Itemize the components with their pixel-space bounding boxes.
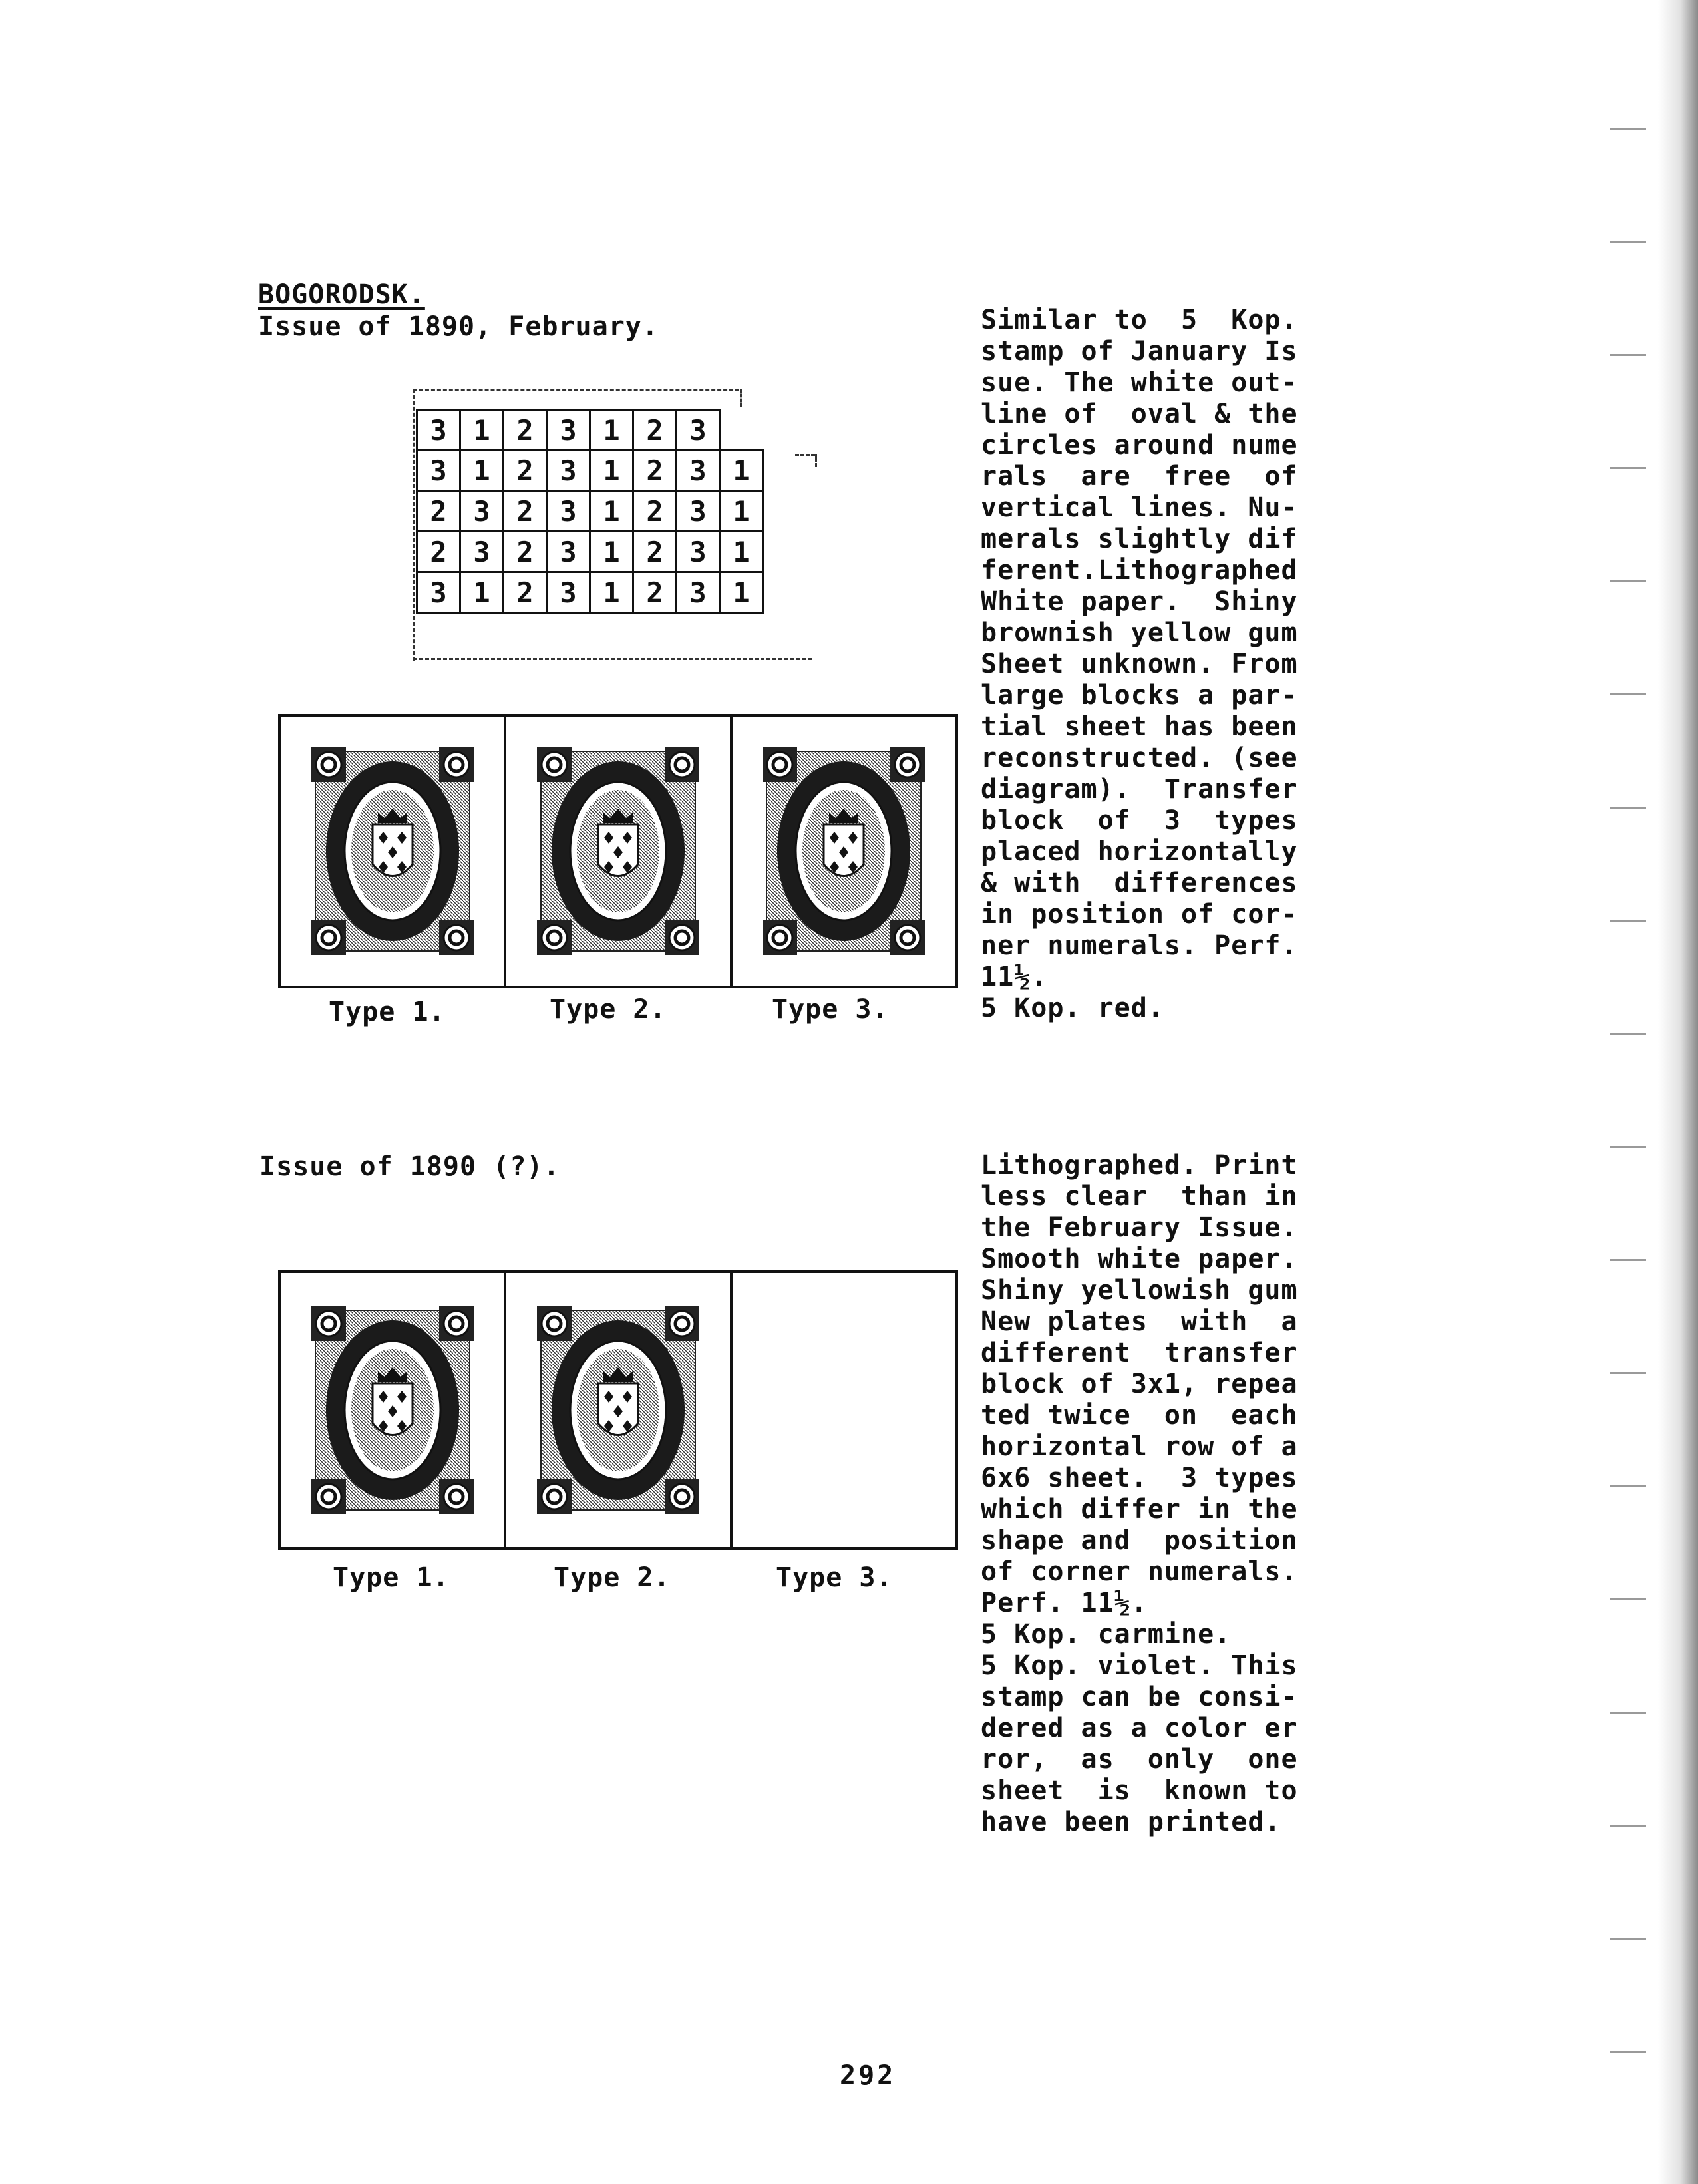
- grid-cell: 2: [632, 530, 677, 573]
- grid-cell: 3: [459, 490, 504, 532]
- grid-cell: 2: [502, 449, 548, 492]
- caption-type3: Type 3.: [776, 1562, 893, 1593]
- page-number: 292: [840, 2060, 896, 2091]
- stamp-cell-type2: [506, 717, 732, 986]
- page-edge-shadow: [1658, 0, 1698, 2184]
- description-line: sue. The white out-: [981, 367, 1298, 398]
- description-line: Shiny yellowish gum: [981, 1275, 1298, 1306]
- grid-cell: 1: [459, 571, 504, 614]
- caption-type3: Type 3.: [772, 994, 889, 1025]
- stamp-image: [529, 738, 707, 964]
- grid-row: [416, 409, 719, 451]
- margin-tick: [1610, 1825, 1646, 1827]
- grid-cell: 3: [675, 449, 721, 492]
- description-line: 6x6 sheet. 3 types: [981, 1463, 1298, 1493]
- caption-type1: Type 1.: [333, 1562, 450, 1593]
- grid-cell: 3: [416, 409, 461, 451]
- margin-tick: [1610, 920, 1646, 922]
- grid-cell: 3: [546, 571, 591, 614]
- description-line: block of 3 types: [981, 805, 1298, 836]
- description-line: stamp of January Is: [981, 336, 1298, 367]
- description-line: & with differences: [981, 868, 1298, 898]
- margin-tick: [1610, 1938, 1646, 1940]
- grid-cell: 2: [502, 571, 548, 614]
- description-line: large blocks a par-: [981, 680, 1298, 711]
- description-line: which differ in the: [981, 1494, 1298, 1525]
- description-line: the February Issue.: [981, 1212, 1298, 1243]
- grid-cell: 3: [546, 409, 591, 451]
- grid-cell: 2: [502, 409, 548, 451]
- grid-cell: 3: [546, 490, 591, 532]
- grid-row: [416, 530, 762, 573]
- grid-cell: 1: [719, 490, 764, 532]
- grid-cell: 1: [719, 571, 764, 614]
- caption-type2: Type 2.: [554, 1562, 671, 1593]
- stamp-cell-type1: [281, 1273, 506, 1547]
- grid-cell: 3: [675, 530, 721, 573]
- grid-cell: 1: [589, 571, 634, 614]
- grid-cell: 3: [546, 449, 591, 492]
- grid-cell: 1: [589, 490, 634, 532]
- section2-title: Issue of 1890 (?).: [259, 1151, 560, 1182]
- stamp-image: [755, 738, 933, 964]
- margin-tick: [1610, 807, 1646, 809]
- stamp-illustration: [303, 1297, 482, 1523]
- diagram-right-border: [815, 454, 817, 467]
- margin-tick: [1610, 1033, 1646, 1035]
- stamp-strip-1: [278, 714, 958, 988]
- description-line: 5 Kop. violet. This: [981, 1650, 1298, 1681]
- stamp-illustration: [529, 1297, 707, 1523]
- description-line: ted twice on each: [981, 1400, 1298, 1431]
- description-line: sheet is known to: [981, 1775, 1298, 1806]
- description-line: brownish yellow gum: [981, 618, 1298, 648]
- caption-type2: Type 2.: [550, 994, 667, 1025]
- grid-cell: 2: [502, 490, 548, 532]
- margin-tick: [1610, 1372, 1646, 1374]
- description-line: Similar to 5 Kop.: [981, 305, 1298, 335]
- diagram-right-border-top: [740, 389, 742, 407]
- grid-row: [416, 490, 762, 532]
- stamp-cell-type3: [733, 717, 955, 986]
- margin-tick: [1610, 467, 1646, 469]
- margin-tick: [1610, 128, 1646, 130]
- description-line: block of 3x1, repea: [981, 1369, 1298, 1399]
- description-line: Lithographed. Print: [981, 1150, 1298, 1181]
- caption-type1: Type 1.: [329, 997, 446, 1027]
- stamp-illustration: [529, 738, 707, 964]
- margin-tick: [1610, 241, 1646, 243]
- description-line: White paper. Shiny: [981, 586, 1298, 617]
- grid-row: [416, 449, 762, 492]
- grid-cell: 3: [416, 571, 461, 614]
- grid-cell: 2: [416, 490, 461, 532]
- description-line: in position of cor-: [981, 899, 1298, 930]
- section1-title: Issue of 1890, February.: [258, 311, 659, 342]
- description-line: of corner numerals.: [981, 1556, 1298, 1587]
- margin-tick: [1610, 1598, 1646, 1600]
- description-line: less clear than in: [981, 1181, 1298, 1212]
- stamp-cell-empty: [733, 1273, 955, 1547]
- margin-tick: [1610, 1712, 1646, 1714]
- diagram-left-border: [413, 389, 415, 661]
- description-line: line of oval & the: [981, 399, 1298, 429]
- grid-cell: 1: [459, 449, 504, 492]
- diagram-right-step: [795, 454, 815, 456]
- stamp-cell-type2: [506, 1273, 732, 1547]
- description-line: Sheet unknown. From: [981, 649, 1298, 679]
- stamp-cell-type1: [281, 717, 506, 986]
- grid-cell: 2: [632, 409, 677, 451]
- description-line: horizontal row of a: [981, 1431, 1298, 1462]
- page-heading: BOGORODSK.: [258, 279, 425, 310]
- grid-cell: 3: [675, 571, 721, 614]
- grid-cell: 2: [416, 530, 461, 573]
- margin-tick: [1610, 580, 1646, 582]
- description-line: tial sheet has been: [981, 711, 1298, 742]
- description-line: 5 Kop. carmine.: [981, 1619, 1232, 1650]
- description-line: merals slightly dif: [981, 524, 1298, 554]
- grid-cell: 1: [589, 409, 634, 451]
- grid-cell: 1: [589, 449, 634, 492]
- grid-cell: 1: [719, 449, 764, 492]
- description-line: reconstructed. (see: [981, 743, 1298, 773]
- description-line: different transfer: [981, 1338, 1298, 1368]
- grid-cell: 2: [632, 449, 677, 492]
- grid-cell: 3: [546, 530, 591, 573]
- description-line: have been printed.: [981, 1807, 1281, 1837]
- grid-cell: 1: [589, 530, 634, 573]
- margin-tick: [1610, 1259, 1646, 1261]
- description-line: 5 Kop. red.: [981, 993, 1164, 1023]
- diagram-top-border: [413, 389, 739, 391]
- grid-cell: 3: [416, 449, 461, 492]
- description-line: 11½.: [981, 962, 1048, 992]
- description-line: diagram). Transfer: [981, 774, 1298, 805]
- grid-cell: 3: [459, 530, 504, 573]
- margin-tick: [1610, 693, 1646, 695]
- description-line: ferent.Lithographed: [981, 555, 1298, 586]
- grid-cell: 3: [675, 490, 721, 532]
- description-line: vertical lines. Nu-: [981, 492, 1298, 523]
- description-line: rals are free of: [981, 461, 1298, 492]
- margin-tick: [1610, 354, 1646, 356]
- description-line: shape and position: [981, 1525, 1298, 1556]
- description-line: Smooth white paper.: [981, 1244, 1298, 1274]
- margin-tick: [1610, 1485, 1646, 1487]
- margin-tick: [1610, 2051, 1646, 2053]
- section2-description: [981, 1150, 1333, 1838]
- stamp-strip-2: [278, 1270, 958, 1550]
- stamp-image: [303, 1297, 482, 1523]
- diagram-bottom-border: [413, 658, 812, 660]
- description-line: Perf. 11½.: [981, 1588, 1148, 1618]
- grid-cell: 1: [459, 409, 504, 451]
- grid-cell: 2: [632, 571, 677, 614]
- description-line: placed horizontally: [981, 836, 1298, 867]
- stamp-image: [303, 738, 482, 964]
- grid-cell: 3: [675, 409, 721, 451]
- description-line: circles around nume: [981, 430, 1298, 460]
- stamp-illustration: [755, 738, 933, 964]
- grid-cell: 2: [632, 490, 677, 532]
- description-line: ner numerals. Perf.: [981, 930, 1298, 961]
- description-line: stamp can be consi-: [981, 1682, 1298, 1712]
- stamp-image: [529, 1297, 707, 1523]
- section1-description: [981, 305, 1333, 1024]
- grid-row: [416, 571, 762, 614]
- margin-tick: [1610, 1146, 1646, 1148]
- stamp-illustration: [303, 738, 482, 964]
- description-line: ror, as only one: [981, 1744, 1298, 1775]
- description-line: New plates with a: [981, 1306, 1298, 1337]
- grid-cell: 2: [502, 530, 548, 573]
- description-line: dered as a color er: [981, 1713, 1298, 1743]
- grid-cell: 1: [719, 530, 764, 573]
